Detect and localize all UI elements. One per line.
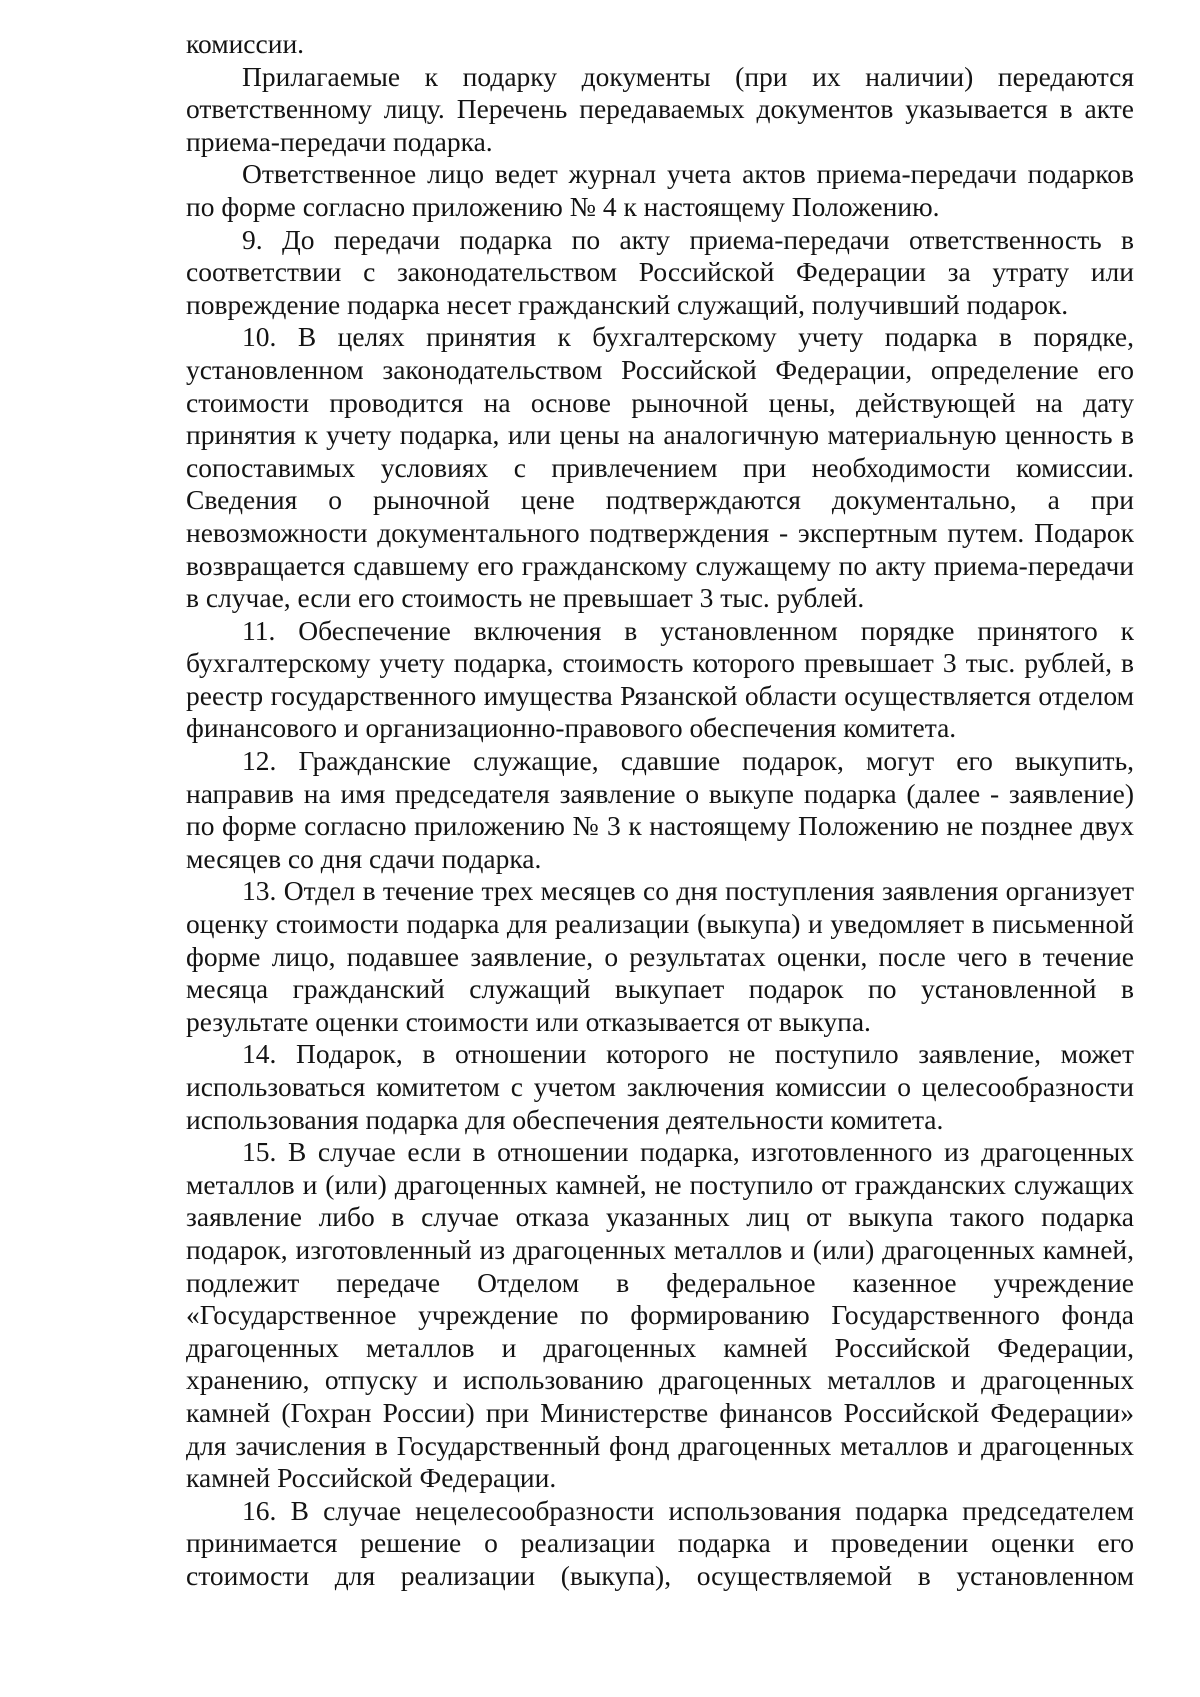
paragraph-attached-documents: Прилагаемые к подарку документы (при их наличии) передаются ответственному лицу. Перечень передаваемых документов указывается в акте приема-передачи подарка.: [186, 60, 1134, 157]
paragraph-item-10: 10. В целях принятия к бухгалтерскому учету подарка в порядке, установленном законодательством Российской Федерации, определение его стоимости проводится на основе рыночной цены, действующей на дату принятия к учету подарка, или цены на аналогичную материальную ценность в сопоставимых условиях с привлечением при необходимости комиссии. Сведения о рыночной цене подтверждаются документально, а при невозможности документального подтверждения - экспертным путем. Подарок возвращается сдавшему его гражданскому служащему по акту приема-передачи в случае, если его стоимость не превышает 3 тыс. рублей.: [186, 321, 1134, 614]
paragraph-acts-journal: Ответственное лицо ведет журнал учета актов приема-передачи подарков по форме согласно приложению № 4 к настоящему Положению.: [186, 158, 1134, 222]
paragraph-item-12: 12. Гражданские служащие, сдавшие подарок, могут его выкупить, направив на имя председателя заявление о выкупе подарка (далее - заявление) по форме согласно приложению № 3 к настоящему Положению не позднее двух месяцев со дня сдачи подарка.: [186, 745, 1134, 874]
paragraph-commission-end: комиссии.: [186, 28, 305, 59]
paragraph-item-9: 9. До передачи подарка по акту приема-передачи ответственность в соответствии с законодательством Российской Федерации за утрату или повреждение подарка несет гражданский служащий, получивший подарок.: [186, 223, 1134, 320]
paragraph-item-14: 14. Подарок, в отношении которого не поступило заявление, может использоваться комитетом с учетом заключения комиссии о целесообразности использования подарка для обеспечения деятельности комитета.: [186, 1038, 1134, 1135]
paragraph-item-15: 15. В случае если в отношении подарка, изготовленного из драгоценных металлов и (или) драгоценных камней, не поступило от гражданских служащих заявление либо в случае отказа указанных лиц от выкупа такого подарка подарок, изготовленный из драгоценных металлов и (или) драгоценных камней, подлежит передаче Отделом в федеральное казенное учреждение «Государственное учреждение по формированию Государственного фонда драгоценных металлов и драгоценных камней Российской Федерации, хранению, отпуску и использованию драгоценных металлов и драгоценных камней (Гохран России) при Министерстве финансов Российской Федерации» для зачисления в Государственный фонд драгоценных металлов и драгоценных камней Российской Федерации.: [186, 1136, 1134, 1494]
paragraph-item-13: 13. Отдел в течение трех месяцев со дня поступления заявления организует оценку стоимости подарка для реализации (выкупа) и уведомляет в письменной форме лицо, подавшее заявление, о результатах оценки, после чего в течение месяца гражданский служащий выкупает подарок по установленной в результате оценки стоимости или отказывается от выкупа.: [186, 875, 1134, 1037]
document-page: [186, 28, 1134, 1593]
paragraph-item-16: 16. В случае нецелесообразности использования подарка председателем принимается решение о реализации подарка и проведении оценки его стоимости для реализации (выкупа), осуществляемой в установленном: [186, 1494, 1134, 1591]
paragraph-item-11: 11. Обеспечение включения в установленном порядке принятого к бухгалтерскому учету подарка, стоимость которого превышает 3 тыс. рублей, в реестр государственного имущества Рязанской области осуществляется отделом финансового и организационно-правового обеспечения комитета.: [186, 614, 1134, 744]
